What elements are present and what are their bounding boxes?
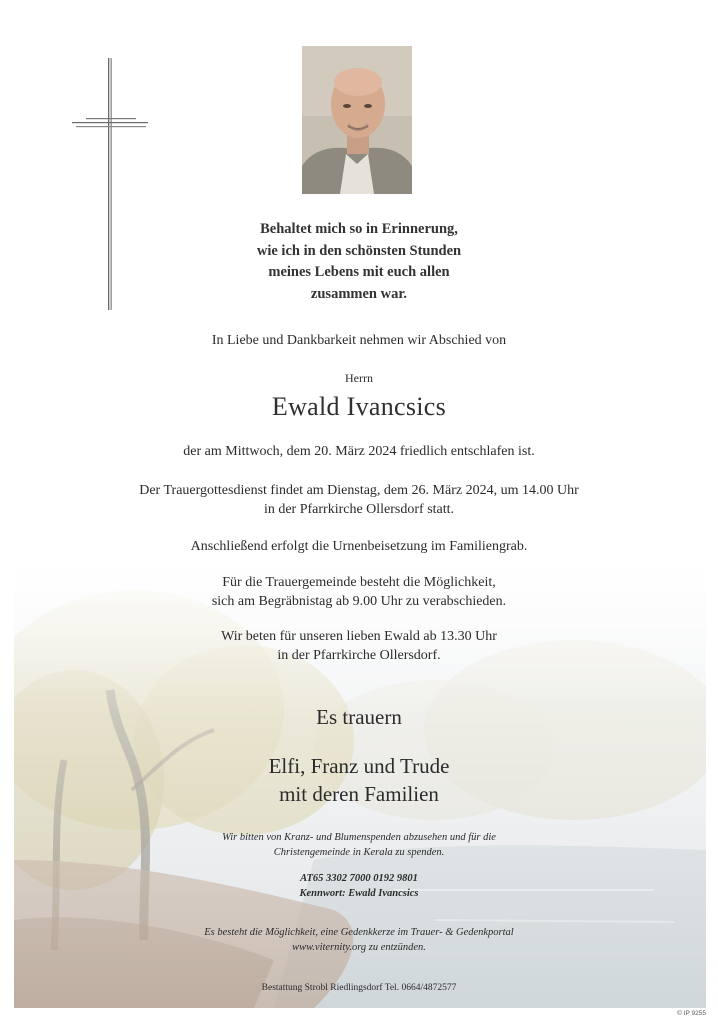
reference-keyword: Kennwort: Ewald Ivancsics	[299, 888, 419, 899]
burial-info: Anschließend erfolgt die Urnenbeisetzung im Familiengrab.	[190, 539, 528, 554]
bank-details	[0, 871, 718, 901]
mourners-line: Elfi, Franz und Trude	[268, 754, 450, 778]
intro-text: In Liebe und Dankbarkeit nehmen wir Abschied von	[211, 333, 507, 348]
donation-line: Wir bitten von Kranz- und Blumenspenden abzusehen und für die	[222, 832, 496, 843]
undertaker-info: Bestattung Strobl Riedlingsdorf Tel. 0664/4872577	[261, 983, 457, 993]
service-line: in der Pfarrkirche Ollersdorf statt.	[263, 502, 455, 517]
donation-note	[0, 830, 718, 860]
portal-line: Es besteht die Möglichkeit, eine Gedenkkerze im Trauer- & Gedenkportal	[204, 927, 514, 938]
poem	[0, 219, 718, 305]
poem-line: Behaltet mich so in Erinnerung,	[260, 221, 458, 237]
farewell-line: Für die Trauergemeinde besteht die Möglichkeit,	[222, 575, 496, 590]
service-info	[0, 481, 718, 519]
prayer-info	[0, 627, 718, 665]
service-line: Der Trauergottesdienst findet am Dienstag, dem 26. März 2024, um 14.00 Uhr	[139, 483, 579, 498]
portrait-photo	[302, 46, 412, 194]
poem-line: zusammen war.	[310, 285, 408, 302]
prayer-line: Wir beten für unseren lieben Ewald ab 13.30 Uhr	[221, 629, 497, 644]
prayer-line: in der Pfarrkirche Ollersdorf.	[277, 648, 441, 663]
salutation: Herrn	[345, 371, 373, 385]
mourners	[0, 752, 718, 808]
poem-line: wie ich in den schönsten Stunden	[256, 242, 462, 259]
deceased-name: Ewald Ivancsics	[271, 392, 447, 421]
death-notice: der am Mittwoch, dem 20. März 2024 friedlich entschlafen ist.	[183, 444, 535, 459]
portal-note	[0, 925, 718, 955]
mourning-heading: Es trauern	[316, 705, 402, 729]
form-code: © IP 9255	[677, 1010, 706, 1017]
poem-line: meines Lebens mit euch allen	[268, 264, 450, 280]
donation-line: Christengemeinde in Kerala zu spenden.	[273, 847, 445, 858]
portal-line: www.viternity.org zu entzünden.	[292, 942, 426, 953]
farewell-info	[0, 573, 718, 611]
farewell-line: sich am Begräbnistag ab 9.00 Uhr zu verabschieden.	[211, 594, 507, 609]
iban: AT65 3302 7000 0192 9801	[300, 873, 418, 884]
mourners-line: mit deren Familien	[279, 782, 439, 806]
